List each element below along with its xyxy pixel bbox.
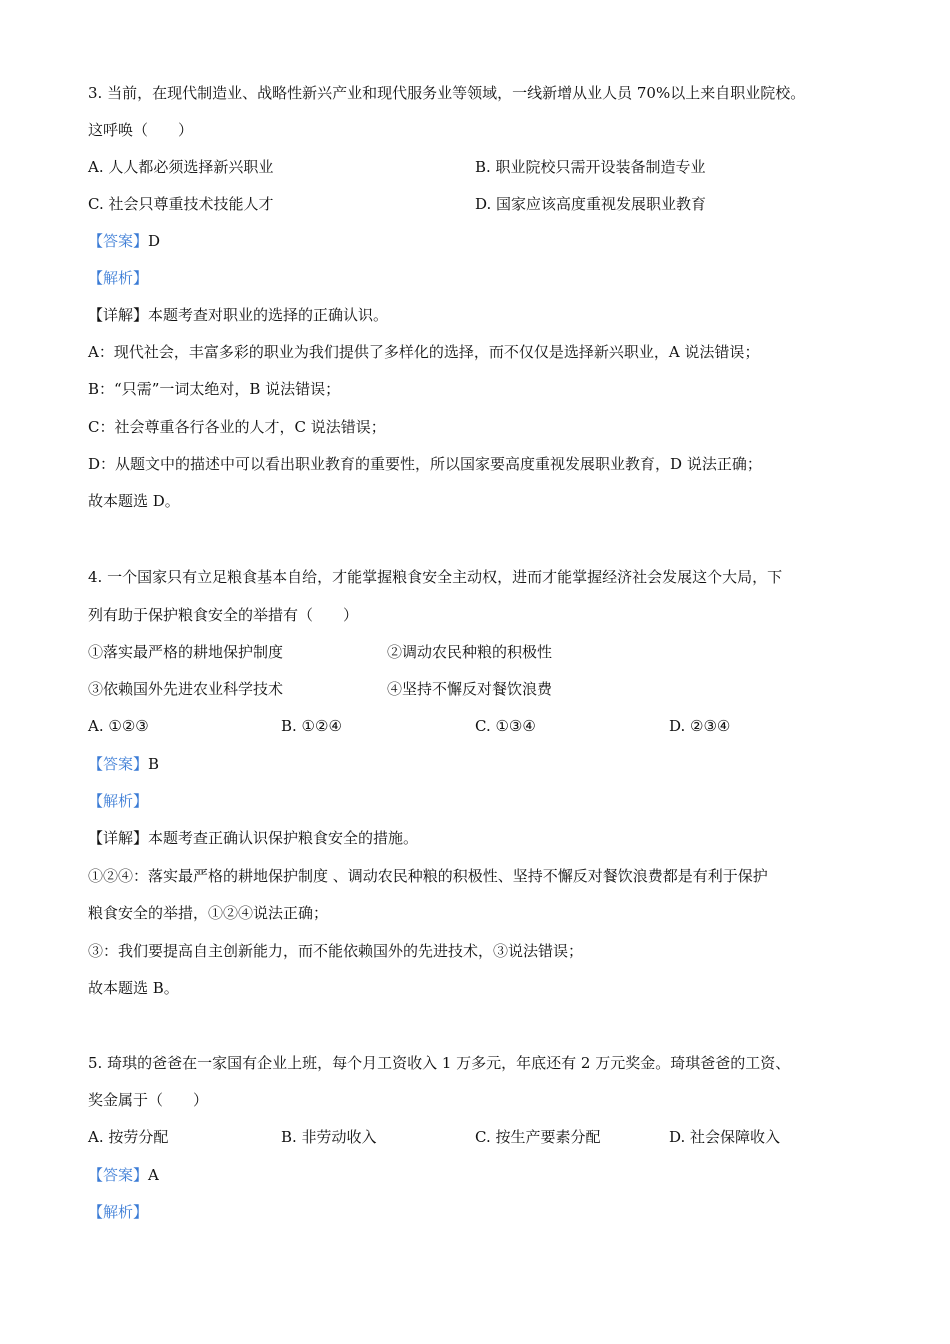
q4-analysis-line: ③：我们要提高自主创新能力，而不能依赖国外的先进技术，③说法错误； — [88, 942, 584, 960]
q4-analysis-tag: 【解析】 — [88, 792, 149, 810]
q5-option-a: A. 按劳分配 — [88, 1128, 169, 1146]
q4-item-4: ④坚持不懈反对餐饮浪费 — [387, 680, 553, 698]
q3-conclusion: 故本题选 D。 — [88, 492, 180, 510]
q3-option-c: C. 社会只尊重技术技能人才 — [88, 195, 274, 213]
q3-answer-value: D — [148, 232, 161, 250]
q4-stem-line2: 列有助于保护粮食安全的举措有（ ） — [88, 606, 359, 624]
q4-option-d: D. ②③④ — [669, 717, 731, 735]
q3-stem-line2: 这呼唤（ ） — [88, 121, 194, 139]
q4-answer — [88, 754, 159, 774]
q3-option-b: B. 职业院校只需开设装备制造专业 — [475, 158, 706, 176]
q3-option-d: D. 国家应该高度重视发展职业教育 — [475, 195, 707, 213]
q3-option-a: A. 人人都必须选择新兴职业 — [88, 158, 274, 176]
q4-detail: 【详解】本题考查正确认识保护粮食安全的措施。 — [88, 829, 419, 847]
q5-option-c: C. 按生产要素分配 — [475, 1128, 601, 1146]
q4-item-1: ①落实最严格的耕地保护制度 — [88, 643, 284, 661]
q5-stem-line1: 5. 琦琪的爸爸在一家国有企业上班，每个月工资收入 1 万多元，年底还有 2 万元奖金。琦琪爸爸的工资、 — [88, 1054, 791, 1072]
q5-answer-tag: 【答案】 — [88, 1166, 149, 1184]
q3-answer-tag: 【答案】 — [88, 232, 149, 250]
q4-option-c: C. ①③④ — [475, 717, 536, 735]
q4-analysis-line: ①②④：落实最严格的耕地保护制度 、调动农民种粮的积极性、坚持不懈反对餐饮浪费都是有利于保护 — [88, 867, 768, 885]
q3-analysis-line: C：社会尊重各行各业的人才，C 说法错误； — [88, 418, 386, 436]
q5-option-d: D. 社会保障收入 — [669, 1128, 781, 1146]
q5-option-b: B. 非劳动收入 — [281, 1128, 377, 1146]
q4-option-a: A. ①②③ — [88, 717, 149, 735]
q5-answer — [88, 1165, 159, 1185]
q4-answer-tag: 【答案】 — [88, 755, 149, 773]
q3-analysis-line: A：现代社会，丰富多彩的职业为我们提供了多样化的选择，而不仅仅是选择新兴职业，A 说法错误； — [88, 343, 760, 361]
q5-stem-line2: 奖金属于（ ） — [88, 1091, 209, 1109]
q4-item-2: ②调动农民种粮的积极性 — [387, 643, 553, 661]
q4-conclusion: 故本题选 B。 — [88, 979, 179, 997]
q3-answer — [88, 231, 160, 251]
q5-analysis-tag: 【解析】 — [88, 1203, 149, 1221]
q4-stem-line1: 4. 一个国家只有立足粮食基本自给，才能掌握粮食安全主动权，进而才能掌握经济社会发展这个大局，下 — [88, 568, 783, 586]
q4-option-b: B. ①②④ — [281, 717, 342, 735]
q3-stem-line1: 3. 当前，在现代制造业、战略性新兴产业和现代服务业等领域，一线新增从业人员 70%以上来自职业院校。 — [88, 84, 806, 102]
q3-analysis-line: D：从题文中的描述中可以看出职业教育的重要性，所以国家要高度重视发展职业教育，D 说法正确； — [88, 455, 762, 473]
q3-analysis-line: B：“只需”一词太绝对，B 说法错误； — [88, 380, 341, 398]
q4-analysis-line: 粮食安全的举措，①②④说法正确； — [88, 904, 329, 922]
q3-detail: 【详解】本题考查对职业的选择的正确认识。 — [88, 306, 389, 324]
q5-answer-value: A — [148, 1166, 159, 1184]
q4-item-3: ③依赖国外先进农业科学技术 — [88, 680, 284, 698]
q4-answer-value: B — [148, 755, 160, 773]
q3-analysis-tag: 【解析】 — [88, 269, 149, 287]
